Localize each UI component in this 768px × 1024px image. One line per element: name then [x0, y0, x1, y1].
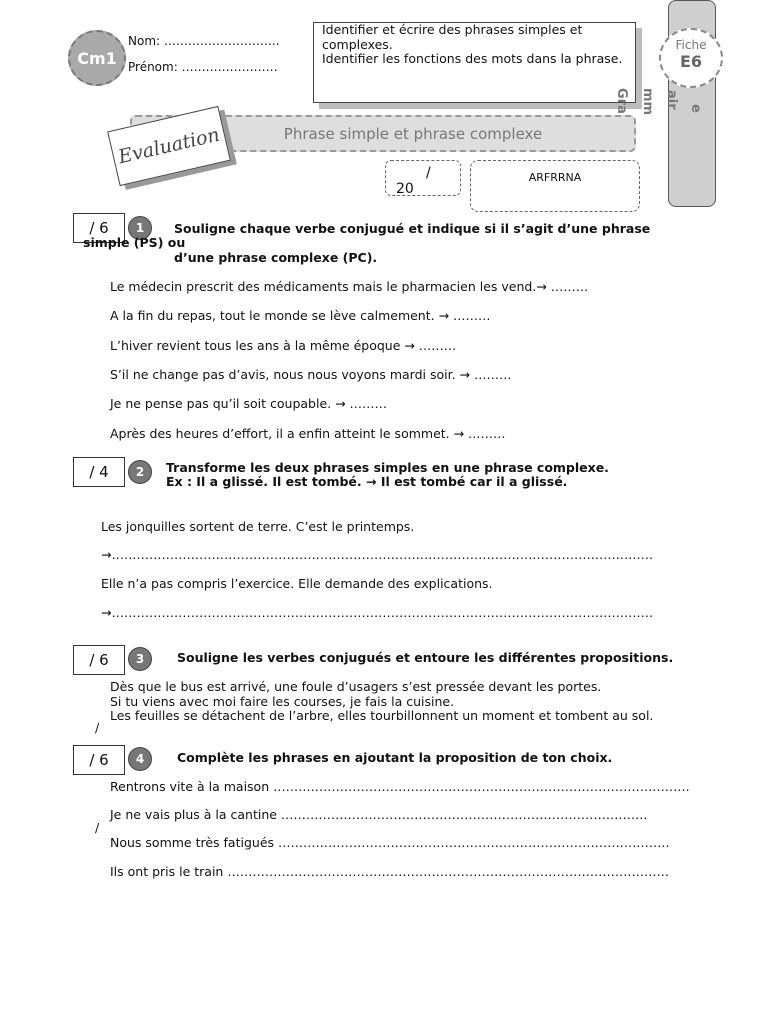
exercise-4-item: Je ne vais plus à la cantine ……………………………………………………………………………. [110, 807, 648, 822]
exercise-4-margin-mark: / [95, 820, 100, 835]
objective-1: Identifier et écrire des phrases simples et complexes. [322, 22, 583, 52]
exercise-1-instruction-c: d’une phrase complexe (PC). [174, 250, 378, 265]
exercise-2-item: Elle n’a pas compris l’exercice. Elle demande des explications. [101, 576, 493, 591]
total-slash: / [426, 165, 431, 181]
exercise-1-item: S’il ne change pas d’avis, nous nous voyons mardi soir. → ……… [110, 367, 512, 382]
exercise-3-margin-mark: / [95, 720, 100, 735]
exercise-1-item: L’hiver revient tous les ans à la même époque → ……… [110, 338, 457, 353]
exercise-4-item: Ils ont pris le train ……………………………………………………………………………………………. [110, 864, 669, 879]
exercise-1-item: Après des heures d’effort, il a enfin atteint le sommet. → ……… [110, 426, 506, 441]
side-text-4: e [688, 104, 703, 113]
exercise-2-answer-line: →…………………………………………………………………………………………………………………. [101, 605, 653, 620]
exercise-1-number: 1 [128, 216, 152, 240]
exercise-3-number: 3 [128, 647, 152, 671]
exercise-2-item: Les jonquilles sortent de terre. C’est le printemps. [101, 519, 415, 534]
exercise-2-score: / 4 [73, 457, 125, 487]
exercise-2-example: Ex : Il a glissé. Il est tombé. → Il est tombé car il a glissé. [166, 474, 568, 489]
side-text-3: air [664, 90, 679, 110]
exercise-3-item: Si tu viens avec moi faire les courses, je fais la cuisine. [110, 694, 455, 709]
exercise-2-answer-line: →…………………………………………………………………………………………………………………. [101, 547, 653, 562]
exercise-1-item: Le médecin prescrit des médicaments mais le pharmacien les vend.→ ……… [110, 279, 589, 294]
objective-2: Identifier les fonctions des mots dans la phrase. [322, 51, 623, 66]
exercise-2-number: 2 [128, 460, 152, 484]
exercise-1-instruction: Souligne chaque verbe conjugué et indique si il s’agit d’une phrase [174, 221, 651, 236]
fiche-code: E6 [679, 52, 703, 71]
name-field: Nom: ……………………….. [128, 34, 280, 48]
exercise-4-score: / 6 [73, 745, 125, 775]
exercise-2-instruction: Transforme les deux phrases simples en une phrase complexe. [166, 460, 609, 475]
exercise-4-item: Nous somme très fatigués …………………………………………………………………………………. [110, 835, 670, 850]
exercise-4-instruction: Complète les phrases en ajoutant la proposition de ton choix. [177, 750, 613, 765]
side-text-2: mm [640, 88, 655, 116]
total-value: 20 [396, 181, 414, 197]
exercise-1-score: / 6 [73, 213, 125, 243]
total-score-box [385, 160, 461, 196]
exercise-3-item: Les feuilles se détachent de l’arbre, elles tourbillonnent un moment et tombent au sol. [110, 708, 654, 723]
exercise-1-item: Je ne pense pas qu’il soit coupable. → ……… [110, 396, 388, 411]
exercise-1-instruction-b: simple (PS) ou [83, 235, 186, 250]
exercise-4-number: 4 [128, 747, 152, 771]
objectives-box [313, 22, 636, 103]
title-text: Phrase simple et phrase complexe [283, 124, 543, 143]
level-badge: Cm1 [68, 30, 126, 86]
firstname-field: Prénom: …………………… [128, 60, 278, 74]
exercise-1-item: A la fin du repas, tout le monde se lève calmement. → ……… [110, 308, 491, 323]
exercise-3-score: / 6 [73, 645, 125, 675]
code-box: ARFRRNA [470, 160, 640, 212]
side-text-1: Gra [614, 88, 629, 114]
fiche-badge [659, 28, 723, 88]
fiche-label: Fiche [675, 38, 707, 52]
exercise-4-item: Rentrons vite à la maison ………………………………………………………………………………………. [110, 779, 690, 794]
evaluation-label: Evaluation [107, 106, 231, 186]
exercise-3-item: Dès que le bus est arrivé, une foule d’usagers s’est pressée devant les portes. [110, 679, 602, 694]
exercise-3-instruction: Souligne les verbes conjugués et entoure les différentes propositions. [177, 650, 674, 665]
